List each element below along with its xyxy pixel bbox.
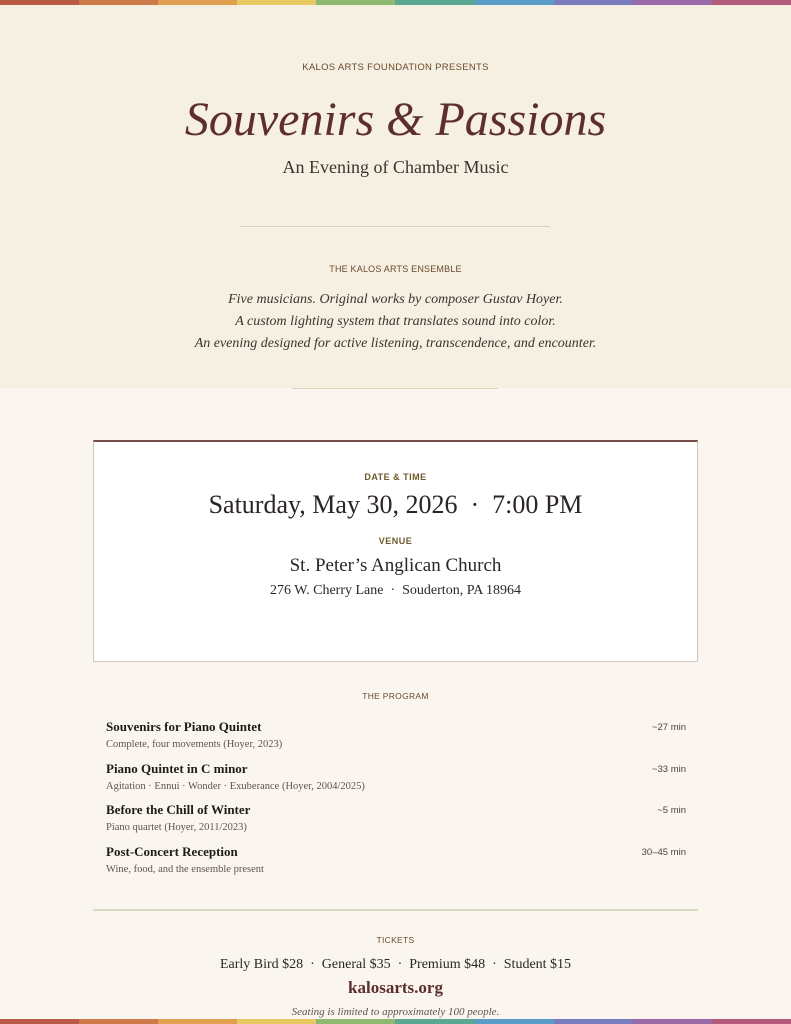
- program-item-duration: ~5 min: [657, 805, 686, 816]
- rainbow-segment: [475, 0, 554, 5]
- rainbow-border-bottom: [0, 1019, 791, 1024]
- tickets-divider: [93, 909, 698, 911]
- description-line: Five musicians. Original works by composer Gustav Hoyer.: [228, 292, 563, 307]
- rainbow-segment: [158, 1019, 237, 1024]
- presenter-line: KALOS ARTS FOUNDATION PRESENTS: [302, 62, 489, 73]
- program-item: [106, 719, 686, 761]
- program-item-detail: Piano quartet (Hoyer, 2011/2023): [106, 822, 247, 833]
- rainbow-segment: [712, 0, 791, 5]
- program-item: [106, 761, 686, 803]
- rainbow-segment: [79, 0, 158, 5]
- program-item-title: Post-Concert Reception: [106, 843, 238, 859]
- event-datetime: Saturday, May 30, 2026 · 7:00 PM: [208, 490, 583, 519]
- event-title: Souvenirs & Passions: [184, 93, 607, 146]
- rainbow-segment: [79, 1019, 158, 1024]
- rainbow-segment: [554, 0, 633, 5]
- section-divider: [292, 388, 498, 389]
- rainbow-segment: [554, 1019, 633, 1024]
- program-heading: THE PROGRAM: [362, 691, 429, 701]
- rainbow-segment: [395, 1019, 474, 1024]
- ticket-prices: Early Bird $28 · General $35 · Premium $48 · Student $15: [219, 957, 572, 972]
- program-item-title: Piano Quintet in C minor: [106, 760, 248, 776]
- rainbow-segment: [237, 0, 316, 5]
- program-item-detail: Complete, four movements (Hoyer, 2023): [106, 739, 283, 750]
- rainbow-segment: [237, 1019, 316, 1024]
- tickets-heading: TICKETS: [376, 935, 415, 945]
- program-item-detail: Wine, food, and the ensemble present: [106, 863, 264, 875]
- program-item: [106, 802, 686, 844]
- description-line: A custom lighting system that translates sound into color.: [235, 314, 556, 329]
- rainbow-segment: [316, 0, 395, 5]
- venue-name: St. Peter’s Anglican Church: [289, 555, 502, 576]
- rainbow-segment: [475, 1019, 554, 1024]
- seating-note: Seating is limited to approximately 100 people.: [291, 1006, 500, 1018]
- venue-address: 276 W. Cherry Lane · Souderton, PA 18964: [269, 583, 522, 598]
- ensemble-description: [0, 289, 791, 355]
- rainbow-segment: [0, 1019, 79, 1024]
- program-item-duration: 30–45 min: [641, 846, 686, 858]
- datetime-label: DATE & TIME: [364, 472, 427, 482]
- header-divider: [240, 226, 550, 227]
- header-section: [0, 0, 791, 388]
- venue-label: VENUE: [378, 536, 413, 546]
- description-line: An evening designed for active listening, transcendence, and encounter.: [194, 336, 597, 351]
- program-list: [106, 719, 686, 885]
- rainbow-segment: [395, 0, 474, 5]
- program-item-detail: Agitation · Ennui · Wonder · Exuberance (Hoyer, 2004/2025): [106, 780, 365, 792]
- event-details-card: [93, 440, 698, 662]
- rainbow-segment: [0, 0, 79, 5]
- event-subtitle: An Evening of Chamber Music: [282, 157, 509, 177]
- program-item: [106, 844, 686, 886]
- rainbow-segment: [712, 1019, 791, 1024]
- rainbow-segment: [158, 0, 237, 5]
- rainbow-border-top: [0, 0, 791, 5]
- rainbow-segment: [633, 0, 712, 5]
- program-item-title: Before the Chill of Winter: [106, 802, 251, 817]
- rainbow-segment: [633, 1019, 712, 1024]
- rainbow-segment: [316, 1019, 395, 1024]
- website-link[interactable]: kalosarts.org: [348, 978, 443, 997]
- program-item-title: Souvenirs for Piano Quintet: [106, 719, 262, 734]
- ensemble-name: THE KALOS ARTS ENSEMBLE: [329, 264, 462, 274]
- program-item-duration: ~33 min: [651, 763, 686, 775]
- program-item-duration: ~27 min: [651, 722, 686, 733]
